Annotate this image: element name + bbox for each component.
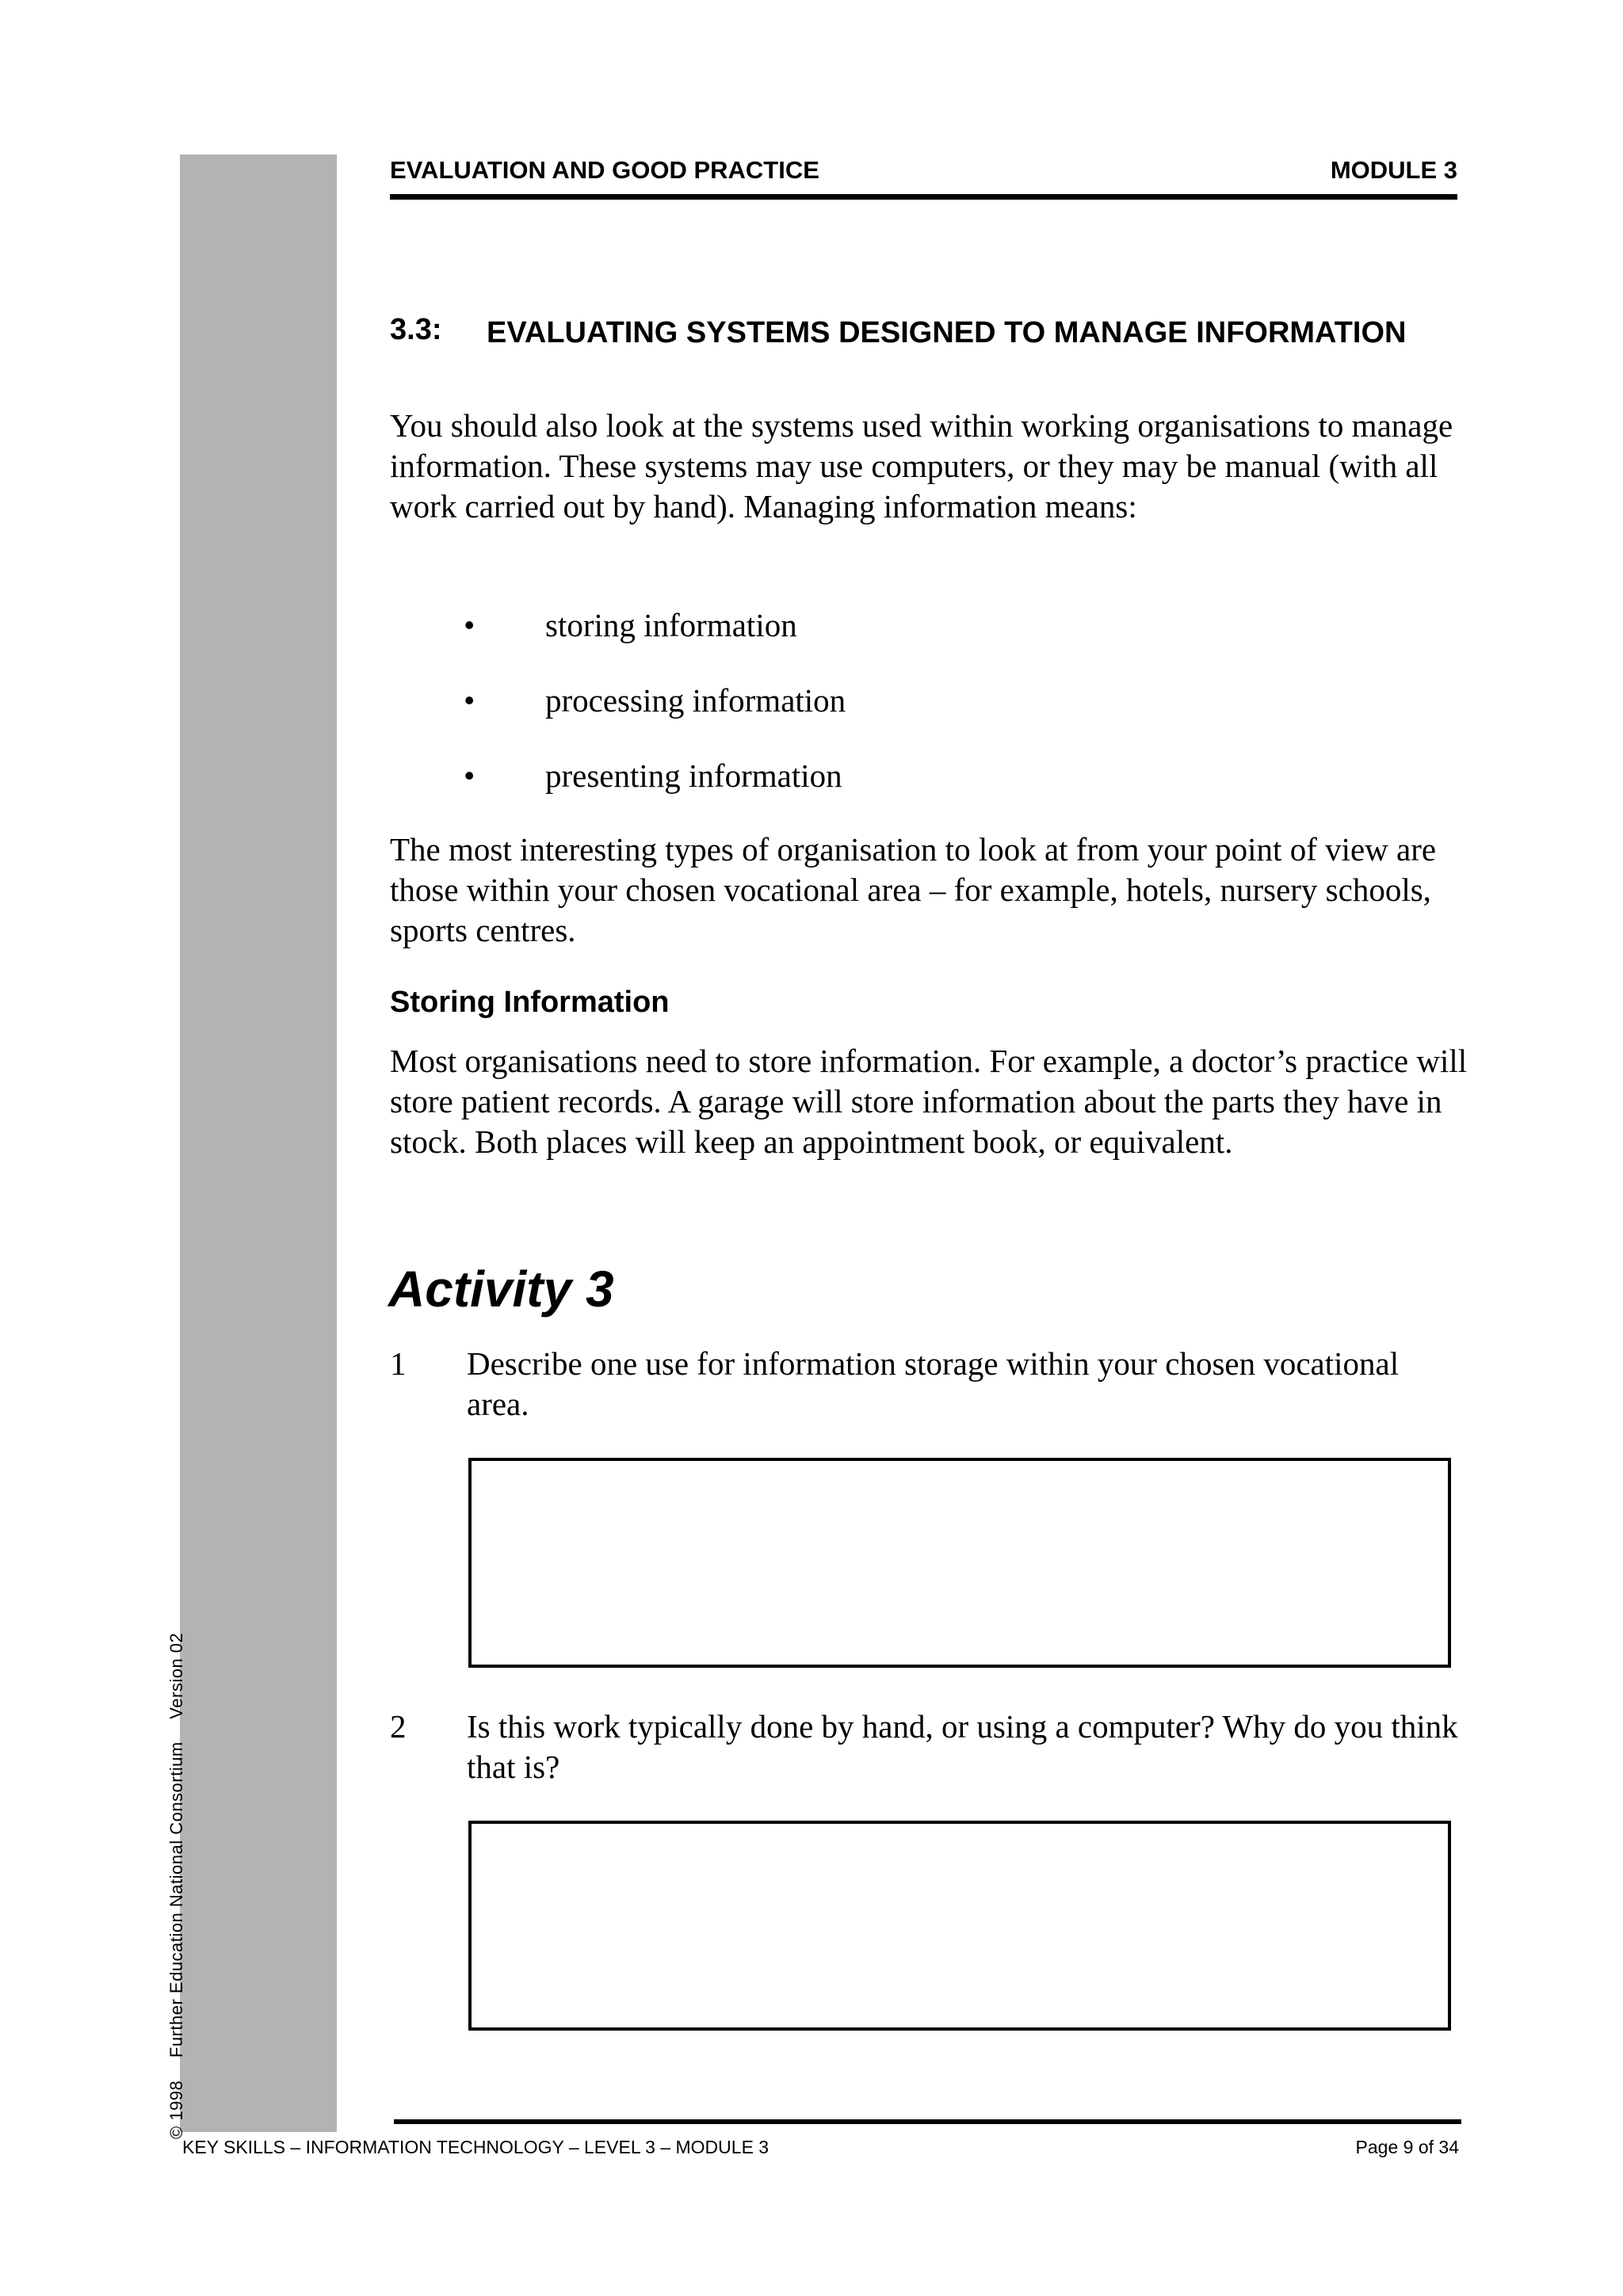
answer-box-1[interactable] bbox=[468, 1458, 1451, 1668]
header-title: EVALUATION AND GOOD PRACTICE bbox=[390, 156, 819, 184]
question-text: Describe one use for information storage within your chosen vocational area. bbox=[467, 1345, 1400, 1422]
vocational-paragraph: The most interesting types of organisation to look at from your point of view are those within your chosen vocational area – for example, hotels, nursery schools, sports centres. bbox=[390, 831, 1437, 948]
copyright-org: Further Education National Consortium bbox=[166, 1741, 186, 2058]
gray-margin-bar bbox=[180, 154, 337, 2132]
subheading-storing-information: Storing Information bbox=[390, 986, 670, 1019]
header-rule bbox=[390, 194, 1457, 200]
page-number: Page 9 of 34 bbox=[1355, 2137, 1459, 2157]
copyright-notice bbox=[166, 1615, 187, 2139]
bullet-marker: • bbox=[464, 757, 475, 794]
page-header bbox=[390, 156, 1457, 185]
question-text: Is this work typically done by hand, or using a computer? Why do you think that is? bbox=[467, 1708, 1458, 1785]
copyright-year: © 1998 bbox=[166, 2080, 186, 2139]
bullet-item: storing information bbox=[545, 607, 797, 643]
header-module: MODULE 3 bbox=[1330, 156, 1457, 184]
activity-title: Activity 3 bbox=[388, 1261, 614, 1318]
copyright-version: Version 02 bbox=[166, 1632, 186, 1719]
footer-course: KEY SKILLS – INFORMATION TECHNOLOGY – LEVEL 3 – MODULE 3 bbox=[182, 2137, 769, 2157]
question-number: 2 bbox=[390, 1708, 407, 1745]
section-title: EVALUATING SYSTEMS DESIGNED TO MANAGE INFORMATION bbox=[487, 316, 1407, 349]
answer-box-2[interactable] bbox=[468, 1821, 1451, 2031]
intro-paragraph: You should also look at the systems used within working organisations to manage information. These systems may use computers, or they may be manual (with all work carried out by hand). Managing information means: bbox=[390, 407, 1453, 524]
bullet-marker: • bbox=[464, 682, 475, 719]
section-number: 3.3: bbox=[390, 313, 442, 346]
footer-rule bbox=[394, 2119, 1461, 2124]
bullet-item: processing information bbox=[545, 682, 846, 719]
bullet-marker: • bbox=[464, 607, 475, 643]
question-number: 1 bbox=[390, 1345, 407, 1382]
storing-paragraph: Most organisations need to store information. For example, a doctor’s practice will store patient records. A garage will store information about the parts they have in stock. Both places will keep an appointment book, or equivalent. bbox=[390, 1043, 1468, 1160]
bullet-item: presenting information bbox=[545, 757, 842, 794]
